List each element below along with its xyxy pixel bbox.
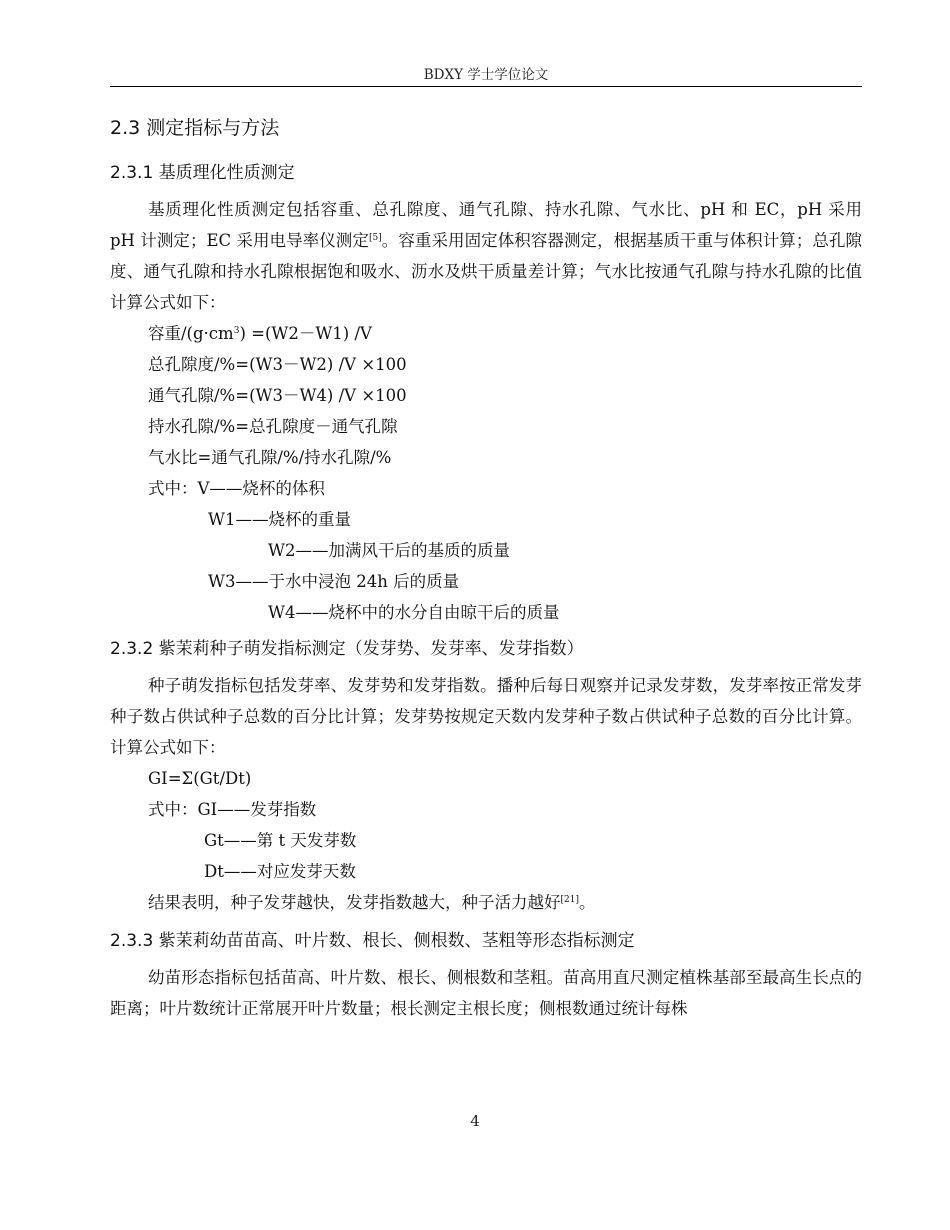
paragraph-germination: 种子萌发指标包括发芽率、发芽势和发芽指数。播种后每日观察并记录发芽数，发芽率按正常发芽种子数占供试种子总数的百分比计算；发芽势按规定天数内发芽种子数占供试种子总数的百分比计算。计算公式如下： xyxy=(110,676,862,757)
paragraph-text: 基质理化性质测定包括容重、总孔隙度、通气孔隙、持水孔隙、气水比、pH 和 EC，pH 采用 pH 计测定；EC 采用电导率仪测定 xyxy=(110,200,862,250)
superscript: 3 xyxy=(233,326,240,336)
variable-definition-gi: 式中：GI——发芽指数 xyxy=(148,800,317,819)
variable-definition-w1: W1——烧杯的重量 xyxy=(208,510,351,529)
section-heading: 2.3 测定指标与方法 xyxy=(110,117,280,139)
variable-definition-w4: W4——烧杯中的水分自由晾干后的质量 xyxy=(268,603,560,622)
paragraph-seedling-morphology: 幼苗形态指标包括苗高、叶片数、根长、侧根数和茎粗。苗高用直尺测定植株基部至最高生长点的距离；叶片数统计正常展开叶片数量；根长测定主根长度；侧根数通过统计每株 xyxy=(110,968,862,1018)
formula-water-holding-porosity: 持水孔隙/%=总孔隙度－通气孔隙 xyxy=(148,417,398,436)
subsection-heading-2-3-2: 2.3.2 紫茉莉种子萌发指标测定（发芽势、发芽率、发芽指数） xyxy=(110,639,584,659)
formula-text: ) =(W2－W1) /V xyxy=(239,324,372,343)
result-statement xyxy=(110,887,862,918)
header-rule xyxy=(110,86,862,87)
formula-aeration-porosity: 通气孔隙/%=(W3－W4) /V ×100 xyxy=(148,386,407,405)
page-content xyxy=(110,112,862,1024)
page-number: 4 xyxy=(470,1112,480,1130)
variable-definition-v: 式中：V——烧杯的体积 xyxy=(148,479,325,498)
variable-definition-dt: Dt——对应发芽天数 xyxy=(204,862,356,881)
paragraph-text: 。容重采用固定体积容器测定，根据基质干重与体积计算；总孔隙度、通气孔隙和持水孔隙根据饱和吸水、沥水及烘干质量差计算；气水比按通气孔隙与持水孔隙的比值计算公式如下： xyxy=(110,231,862,312)
formula-text: 容重/(g·cm xyxy=(148,324,234,343)
running-header: BDXY 学士学位论文 xyxy=(423,67,549,83)
citation: [21] xyxy=(560,895,579,905)
variable-definition-w3: W3——于水中浸泡 24h 后的质量 xyxy=(208,572,460,591)
formula-germination-index: GI=Σ(Gt/Dt) xyxy=(148,769,252,788)
formula-air-water-ratio: 气水比=通气孔隙/%/持水孔隙/% xyxy=(148,448,392,467)
formula-total-porosity: 总孔隙度/%=(W3－W2) /V ×100 xyxy=(148,355,407,374)
paragraph-substrate-properties xyxy=(110,194,862,318)
paragraph-text: 。 xyxy=(578,893,596,912)
formula-bulk-density xyxy=(110,318,862,349)
variable-definition-w2: W2——加满风干后的基质的质量 xyxy=(268,541,510,560)
citation: [5] xyxy=(368,233,382,243)
variable-definition-gt: Gt——第 t 天发芽数 xyxy=(204,831,357,850)
subsection-heading-2-3-1: 2.3.1 基质理化性质测定 xyxy=(110,163,295,183)
subsection-heading-2-3-3: 2.3.3 紫茉莉幼苗苗高、叶片数、根长、侧根数、茎粗等形态指标测定 xyxy=(110,931,635,951)
paragraph-text: 结果表明，种子发芽越快，发芽指数越大，种子活力越好 xyxy=(148,893,561,912)
